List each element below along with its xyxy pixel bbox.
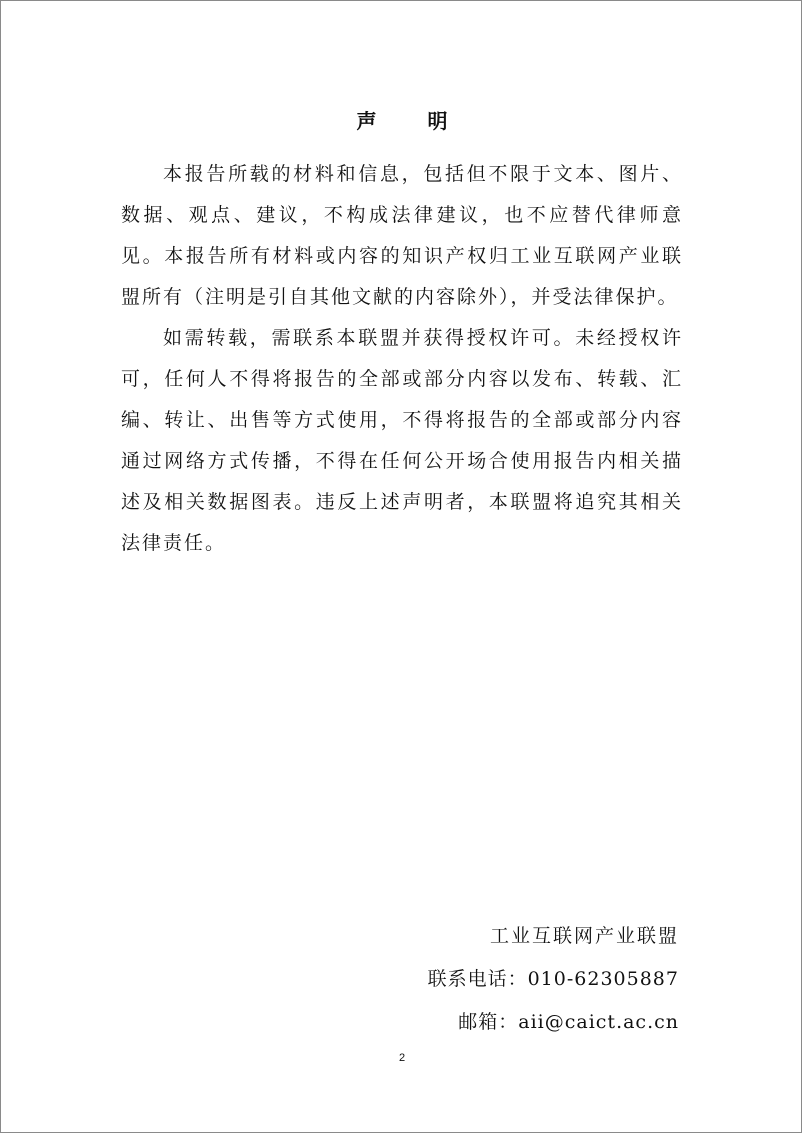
reprint-paragraph: 如需转载，需联系本联盟并获得授权许可。未经授权许可，任何人不得将报告的全部或部分内容以发布、转载、汇编、转让、出售等方式使用，不得将报告的全部或部分内容通过网络方式传播，不得在任何公开场合使用报告内相关描述及相关数据图表。违反上述声明者，本联盟将追究其相关法律责任。 — [121, 327, 683, 554]
signature-phone: 联系电话：010-62305887 — [427, 968, 679, 990]
signature-email: 邮箱：aii@caict.ac.cn — [458, 1011, 679, 1033]
page-title: 声 明 — [356, 109, 470, 133]
signature-organization: 工业互联网产业联盟 — [489, 925, 679, 947]
disclaimer-paragraph: 本报告所载的材料和信息，包括但不限于文本、图片、数据、观点、建议，不构成法律建议，也不应替代律师意见。本报告所有材料或内容的知识产权归工业互联网产业联盟所有（注明是引自其他文献的内容除外），并受法律保护。 — [121, 163, 683, 308]
page-number: 2 — [398, 1052, 406, 1064]
